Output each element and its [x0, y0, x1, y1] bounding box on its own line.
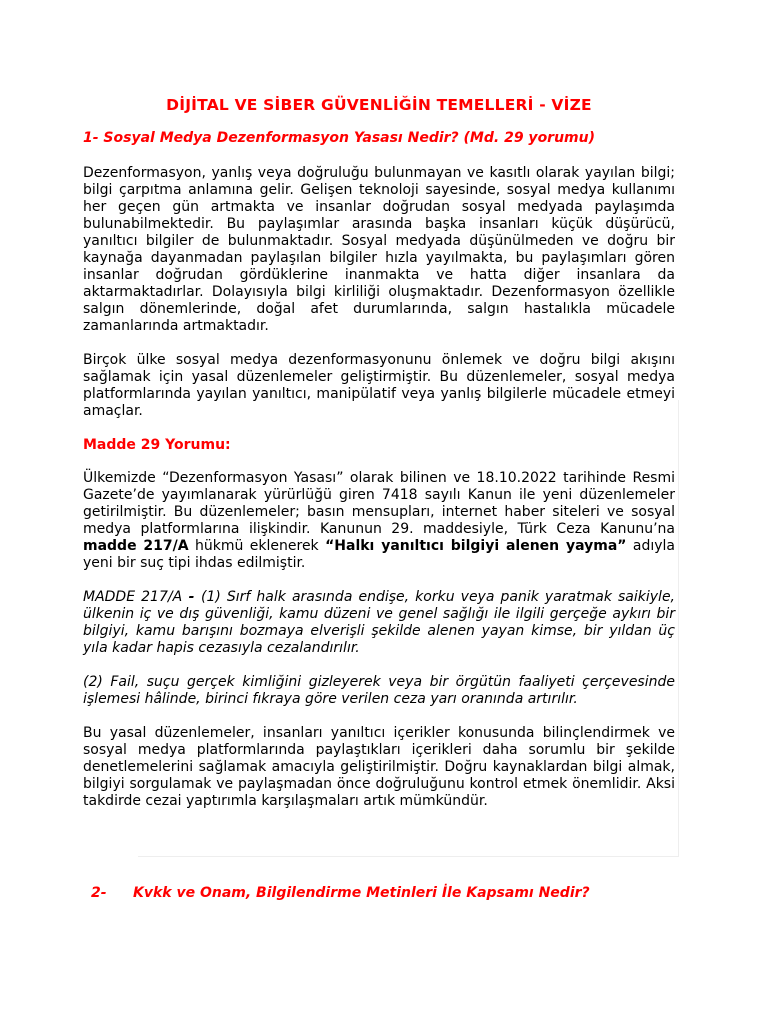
- question-2-number: 2-: [91, 885, 107, 901]
- question-2-heading: [91, 885, 590, 901]
- document-title: DİJİTAL VE SİBER GÜVENLİĞİN TEMELLERİ - VİZE: [166, 96, 592, 114]
- document-page: [83, 96, 675, 827]
- article-217a-paragraph-2: (2) Fail, suçu gerçek kimliğini gizleyerek veya bir örgütün faaliyeti çerçevesinde işlemesi hâlinde, birinci fıkraya göre verilen ceza yarı oranında artırılır.: [83, 674, 675, 707]
- law-text-part1: Ülkemizde “Dezenformasyon Yasası” olarak bilinen ve 18.10.2022 tarihinde Resmi Gazete’de yayımlanarak yürürlüğü giren 7418 sayılı Kanun ile yeni düzenlemeler getirilmiştir. Bu düzenlemeler; basın mensupları, internet haber siteleri ve sosyal medya platformlarına ilişkindir. Kanunun 29. maddesiyle, Türk Ceza Kanunu’na: [83, 470, 675, 537]
- article-dash: -: [182, 589, 201, 605]
- article-217a-paragraph-1: [83, 589, 675, 657]
- paragraph-law-7418: [83, 470, 675, 572]
- law-text-part2: hükmü eklenerek: [188, 538, 326, 554]
- madde-29-heading: Madde 29 Yorumu:: [83, 437, 231, 453]
- article-label: MADDE 217/A: [83, 589, 183, 605]
- paragraph-legal-regulations: Birçok ülke sosyal medya dezenformasyonunu önlemek ve doğru bilgi akışını sağlamak için yasal düzenlemeler geliştirmiştir. Bu düzenlemeler, sosyal medya platformlarında yayılan yanıltıcı, manipülatif veya yanlış bilgilerle mücadele etmeyi amaçlar.: [83, 352, 675, 419]
- law-bold-crime-name: “Halkı yanıltıcı bilgiyi alenen yayma”: [325, 538, 627, 554]
- question-1-heading: 1- Sosyal Medya Dezenformasyon Yasası Nedir? (Md. 29 yorumu): [83, 130, 596, 146]
- law-bold-article: madde 217/A: [83, 538, 189, 554]
- paragraph-conclusion: Bu yasal düzenlemeler, insanları yanıltıcı içerikler konusunda bilinçlendirmek ve sosyal medya platformlarında paylaştıkları içerikleri daha sorumlu bir şekilde denetlemelerini sağlamak amacıyla geliştirilmiştir. Doğru kaynaklardan bilgi almak, bilgiyi sorgulamak ve paylaşmadan önce doğruluğunu kontrol etmek önemlidir. Aksi takdirde cezai yaptırımla karşılaşmaları artık mümkündür.: [83, 725, 675, 809]
- question-2-text: Kvkk ve Onam, Bilgilendirme Metinleri İle Kapsamı Nedir?: [133, 885, 590, 901]
- law-text-part3: adıyla yeni bir suç tipi ihdas edilmiştir.: [83, 538, 675, 571]
- article-text: (1) Sırf halk arasında endişe, korku veya panik yaratmak saikiyle, ülkenin iç ve dış güvenliği, kamu düzeni ve genel sağlığı ile ilgili gerçeğe aykırı bir bilgiyi, kamu barışını bozmaya elverişli şekilde alenen yayan kimse, bir yıldan üç yıla kadar hapis cezasıyla cezalandırılır.: [83, 589, 676, 656]
- paragraph-disinformation-definition: Dezenformasyon, yanlış veya doğruluğu bulunmayan ve kasıtlı olarak yayılan bilgi; bilgi çarpıtma anlamına gelir. Gelişen teknoloji sayesinde, sosyal medya kullanımı her geçen gün artmakta ve insanlar doğrudan sosyal medyada paylaşımda bulunabilmektedir. Bu paylaşımlar arasında başka insanları küçük düşürücü, yanıltıcı bilgiler de bulunmaktadır. Sosyal medyada düşünülmeden ve doğru bir kaynağa dayanmadan paylaşılan bilgiler hızla yayılmakta, bu paylaşımları gören insanlar doğrudan gördüklerine inanmakta ve hatta diğer insanlara da aktarmaktadırlar. Dolayısıyla bilgi kirliliği oluşmaktadır. Dezenformasyon özellikle salgın dönemlerinde, doğal afet durumlarında, salgın hastalıkla mücadele zamanlarında artmaktadır.: [83, 165, 675, 334]
